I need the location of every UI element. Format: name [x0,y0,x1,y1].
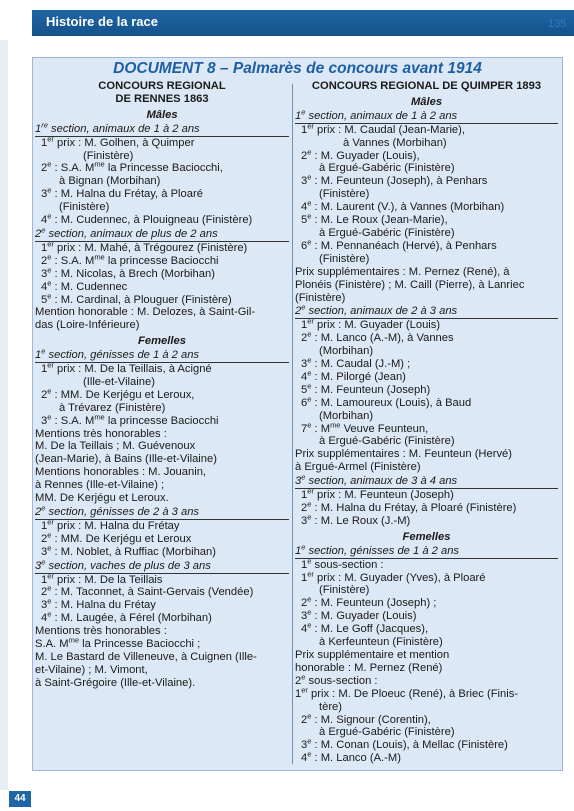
rennes-heading-1: CONCOURS REGIONAL [98,80,226,92]
section-heading: 1e section, génisses de 1 à 2 ans [295,545,558,559]
quimper-column [295,80,558,765]
award-line: das (Loire-Inférieure) [35,319,140,332]
award-line: 2e : M. Feunteun (Joseph) ; [301,594,437,610]
section-heading: 3e section, animaux de 3 à 4 ans [295,475,558,489]
award-line: 2e : M. Taconnet, à Saint-Gervais (Vendée) [41,583,254,599]
award-line: Prix supplémentaires : M. Pernez (René), à [295,265,510,278]
award-line: 4e : M. Cudennec, à Plouigneau (Finistère) [41,211,253,227]
award-line: 1er prix : M. Halna du Frétay [41,517,180,532]
award-line: Plonéis (Finistère) ; M. Caill (Pierre), à Lanriec [295,278,525,291]
award-line: Mentions très honorables : [35,427,167,440]
award-line: M. De la Teillais ; M. Guévenoux [35,440,196,453]
award-line: 3e : M. Caudal (J.-M) ; [301,355,411,371]
award-line: M. Le Bastard de Villeneuve, à Cuignen (Ille- [35,650,257,663]
margin-strip [0,40,8,790]
award-line: 6e : M. Lamoureux (Louis), à Baud [301,394,472,409]
award-line: et-Vilaine) ; M. Vimont, [35,663,148,676]
award-line: à Ergué-Gabéric (Finistère) [319,226,455,239]
award-line: 2e : M. Lanco (A.-M), à Vannes [301,329,454,345]
award-line: 4e : M. Lanco (A.-M) [301,749,401,765]
award-line: Prix supplémentaires : M. Feunteun (Hervé) [295,448,512,461]
award-line: 2e : M. Signour (Corentin), [301,710,431,726]
award-line: (Morbihan) [319,409,374,422]
award-line: 1e sous-section : [301,555,384,571]
rennes-femelles-heading: Femelles [138,335,186,348]
award-line: à Ergué-Gabéric (Finistère) [319,162,455,175]
document-title: DOCUMENT 8 – Palmarès de concours avant 1914 [113,60,482,77]
award-line: à Trévarez (Finistère) [59,401,166,414]
award-line: 4e : M. Le Goff (Jacques), [301,620,429,636]
quimper-heading: CONCOURS REGIONAL DE QUIMPER 1893 [311,80,542,92]
rennes-heading-2: DE RENNES 1863 [115,92,209,105]
award-line: MM. De Kerjégu et Leroux. [35,492,169,505]
award-line: (Finistère) [319,584,370,597]
award-line: 2e : M. Guyader (Louis), [301,146,420,162]
award-line: 2e : MM. De Kerjégu et Leroux [41,530,192,545]
award-line: tère) [319,700,343,713]
award-line: à Ergué-Armel (Finistère) [295,461,421,474]
award-line: 2e : M. Halna du Frétay, à Ploaré (Finistère) [301,499,517,514]
award-line: 3e : M. Halna du Frétay [41,596,156,612]
page-header [0,0,574,38]
section-title: Histoire de la race [46,14,158,29]
award-line: 1er prix : M. De la Teillais, à Acigné [41,360,212,376]
award-line: honorable : M. Pernez (René) [295,661,443,674]
page-number: 44 [9,791,31,807]
award-line: 4e : M. Laugée, à Férel (Morbihan) [41,609,212,625]
section-banner [32,10,574,36]
section-heading: 1e section, animaux de 1 à 2 ans [295,110,558,124]
award-line: 1er prix : M. De Ploeuc (René), à Briec (Finis- [295,684,519,700]
award-line: (Finistère) [83,149,134,162]
award-line: 3e : S.A. $M^{me}$ la princesse Baciocchi [41,411,219,427]
award-line: 3e : M. Halna du Frétay, à Ploaré [41,185,203,201]
award-line: Prix supplémentaire et mention [295,648,450,661]
award-line: 7e : $M^{me}$ Veuve Feunteun, [301,419,429,435]
award-line: à Ergué-Gabéric (Finistère) [319,726,455,739]
award-line: 4e : M. Cudennec [41,277,128,293]
award-line: à Bignan (Morbihan) [59,175,161,188]
award-line: S.A. $M^{me}$ la Princesse Baciocchi ; [35,635,201,651]
award-line: à Kerfeunteun (Finistère) [319,636,443,649]
award-line: 5e : M. Cardinal, à Plouguer (Finistère) [41,290,232,306]
award-line: à Saint-Grégoire (Ille-et-Vilaine). [35,676,196,689]
award-line: 3e : M. Nicolas, à Brech (Morbihan) [41,264,215,280]
section-heading: 2e section, génisses de 2 à 3 ans [35,506,289,520]
award-line: (Finistère) [319,188,370,201]
award-line: 3e : M. Feunteun (Joseph), à Penhars [301,172,488,188]
award-line: 1er prix : M. De la Teillais [41,570,163,586]
award-line: 3e : M. Le Roux (J.-M) [301,512,411,527]
award-line: (Finistère) [295,291,346,304]
section-heading: 1re section, animaux de 1 à 2 ans [35,123,289,137]
column-divider [292,84,293,764]
award-line: à Vannes (Morbihan) [343,136,447,149]
rennes-males-heading: Mâles [146,108,178,121]
award-line: 5e : M. Feunteun (Joseph) [301,381,431,396]
award-line: à Rennes (Ille-et-Vilaine) ; [35,479,165,492]
award-line: 2e : S.A. $M^{me}$ la princesse Baciocchi [41,252,219,267]
award-line: (Morbihan) [319,345,374,358]
corner-number: 135 [548,18,567,30]
award-line: 1er prix : M. Mahé, à Trégourez (Finistère) [41,239,248,254]
quimper-femelles-heading: Femelles [402,530,451,543]
award-line: 1er prix : M. Caudal (Jean-Marie), [301,120,465,136]
award-line: 1er prix : M. Guyader (Yves), à Ploaré [301,568,486,584]
award-line: 3e : M. Guyader (Louis) [301,607,417,623]
award-line: 2e : S.A. $M^{me}$ la Princesse Baciocchi, [41,159,223,175]
award-line: Mentions très honorables : [35,625,167,638]
award-line: Mentions honorables : M. Jouanin, [35,466,207,479]
section-heading: 3e section, vaches de plus de 3 ans [35,560,289,574]
award-line: 4e : M. Laurent (V.), à Vannes (Morbihan) [301,198,505,214]
section-heading: 2e section, animaux de plus de 2 ans [35,228,289,242]
rennes-column [35,80,289,690]
award-line: 1er prix : M. Feunteun (Joseph) [301,486,454,502]
award-line: (Finistère) [319,252,370,265]
award-line: (Ille-et-Vilaine) [83,375,155,388]
award-line: 3e : M. Noblet, à Ruffiac (Morbihan) [41,542,216,558]
section-heading: 2e section, animaux de 2 à 3 ans [295,305,558,319]
award-line: (Jean-Marie), à Bains (Ille-et-Vilaine) [35,453,217,466]
award-line: à Ergué-Gabéric (Finistère) [319,435,455,448]
award-line: 1er prix : M. Guyader (Louis) [301,316,441,332]
award-line: 1er prix : M. Golhen, à Quimper [41,133,195,149]
award-line: 5e : M. Le Roux (Jean-Marie), [301,211,448,227]
document-panel [32,57,563,771]
award-line: 6e : M. Pennanéach (Hervé), à Penhars [301,237,497,252]
quimper-males-heading: Mâles [410,95,443,108]
section-heading: 1e section, génisses de 1 à 2 ans [35,349,289,363]
award-line: 4e : M. Pilorgé (Jean) [301,368,406,383]
award-line: 3e : M. Conan (Louis), à Mellac (Finistère) [301,736,508,752]
award-line: 2e sous-section : [295,672,378,687]
award-line: 2e : MM. De Kerjégu et Leroux, [41,386,195,401]
award-line: Mention honorable : M. Delozes, à Saint-Gil- [35,306,256,319]
award-line: (Finistère) [59,201,110,214]
